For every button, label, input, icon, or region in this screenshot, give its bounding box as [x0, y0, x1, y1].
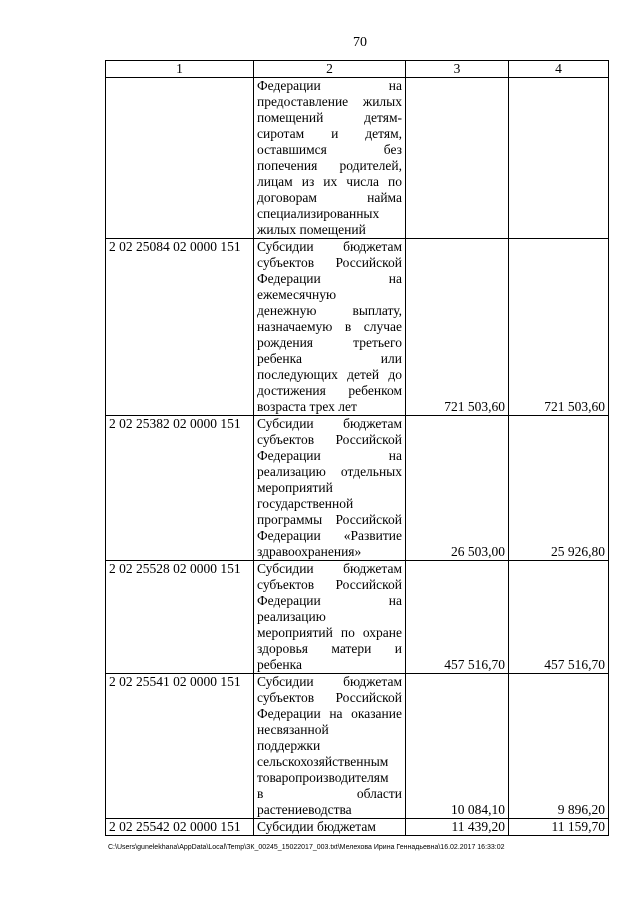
description-line: специализированных	[257, 206, 380, 221]
table-row	[106, 561, 609, 674]
amount-col4-cell: 25 926,80	[509, 416, 609, 561]
description-line: государственной	[257, 496, 354, 511]
description-line: здравоохранения»	[257, 544, 362, 559]
description-line: Субсидии бюджетам	[257, 561, 402, 576]
table-row	[106, 239, 609, 416]
amount-col3-cell	[406, 78, 509, 239]
description-line: рождения третьего	[257, 335, 402, 350]
amount-col3-cell: 10 084,10	[406, 674, 509, 819]
description-line: ребенка или	[257, 351, 402, 366]
file-path-footer: C:\Users\gunelekhana\AppData\Local\Temp\ЗК_00245_15022017_003.txt\Мелехова Ирина Геннадьевна\16.02.2017 16:33:02	[108, 844, 505, 851]
description-line: возраста трех лет	[257, 399, 357, 414]
description-line: Федерации на	[257, 78, 402, 93]
description-line: здоровья матери и	[257, 641, 402, 656]
header-cell-3: 3	[406, 61, 509, 78]
description-line: субъектов Российской	[257, 690, 402, 705]
description-cell	[254, 819, 406, 836]
table-row	[106, 416, 609, 561]
description-line: субъектов Российской	[257, 255, 402, 270]
description-line: попечения родителей,	[257, 158, 402, 173]
description-line: договорам найма	[257, 190, 402, 205]
description-line: жилых помещений	[257, 222, 366, 237]
amount-col4-cell: 9 896,20	[509, 674, 609, 819]
description-line: субъектов Российской	[257, 432, 402, 447]
description-line: в области	[257, 786, 402, 801]
description-cell	[254, 239, 406, 416]
table-row	[106, 78, 609, 239]
description-cell	[254, 674, 406, 819]
description-line: мероприятий	[257, 480, 333, 495]
amount-col3-cell: 26 503,00	[406, 416, 509, 561]
description-line: сельскохозяйственным	[257, 754, 389, 769]
budget-code-cell: 2 02 25084 02 0000 151	[106, 239, 254, 416]
amount-col4-cell	[509, 78, 609, 239]
description-line: поддержки	[257, 738, 321, 753]
header-cell-4: 4	[509, 61, 609, 78]
description-line: ежемесячную	[257, 287, 337, 302]
description-line: предоставление жилых	[257, 94, 402, 109]
description-line: достижения ребенком	[257, 383, 402, 398]
description-line: Федерации «Развитие	[257, 528, 402, 543]
description-line: денежную выплату,	[257, 303, 402, 318]
description-line: реализацию	[257, 609, 326, 624]
description-cell	[254, 78, 406, 239]
table-row	[106, 819, 609, 836]
amount-col3-cell: 11 439,20	[406, 819, 509, 836]
amount-col4-cell: 721 503,60	[509, 239, 609, 416]
description-line: Федерации на	[257, 271, 402, 286]
budget-table	[105, 60, 609, 836]
description-cell	[254, 416, 406, 561]
budget-code-cell: 2 02 25542 02 0000 151	[106, 819, 254, 836]
budget-code-cell	[106, 78, 254, 239]
description-line: Субсидии бюджетам	[257, 674, 402, 689]
description-line: ребенка	[257, 657, 302, 672]
table-row	[106, 674, 609, 819]
description-line: помещений детям-	[257, 110, 402, 125]
description-line: Федерации на оказание	[257, 706, 402, 721]
header-cell-2: 2	[254, 61, 406, 78]
description-line: Субсидии бюджетам	[257, 239, 402, 254]
description-line: растениеводства	[257, 802, 352, 817]
amount-col4-cell: 457 516,70	[509, 561, 609, 674]
amount-col4-cell: 11 159,70	[509, 819, 609, 836]
description-line: сиротам и детям,	[257, 126, 402, 141]
description-line: Федерации на	[257, 448, 402, 463]
budget-code-cell: 2 02 25541 02 0000 151	[106, 674, 254, 819]
description-line: Субсидии бюджетам	[257, 819, 376, 834]
description-line: назначаемую в случае	[257, 319, 402, 334]
description-line: реализацию отдельных	[257, 464, 402, 479]
description-line: оставшимся без	[257, 142, 402, 157]
description-line: товаропроизводителям	[257, 770, 389, 785]
description-line: программы Российской	[257, 512, 402, 527]
budget-code-cell: 2 02 25382 02 0000 151	[106, 416, 254, 561]
description-line: мероприятий по охране	[257, 625, 402, 640]
amount-col3-cell: 721 503,60	[406, 239, 509, 416]
description-line: лицам из их числа по	[257, 174, 402, 189]
description-line: Федерации на	[257, 593, 402, 608]
description-line: несвязанной	[257, 722, 329, 737]
page-number: 70	[353, 35, 367, 50]
description-line: субъектов Российской	[257, 577, 402, 592]
description-line: последующих детей до	[257, 367, 402, 382]
budget-code-cell: 2 02 25528 02 0000 151	[106, 561, 254, 674]
description-cell	[254, 561, 406, 674]
amount-col3-cell: 457 516,70	[406, 561, 509, 674]
description-line: Субсидии бюджетам	[257, 416, 402, 431]
header-row	[106, 61, 609, 78]
header-cell-1: 1	[106, 61, 254, 78]
